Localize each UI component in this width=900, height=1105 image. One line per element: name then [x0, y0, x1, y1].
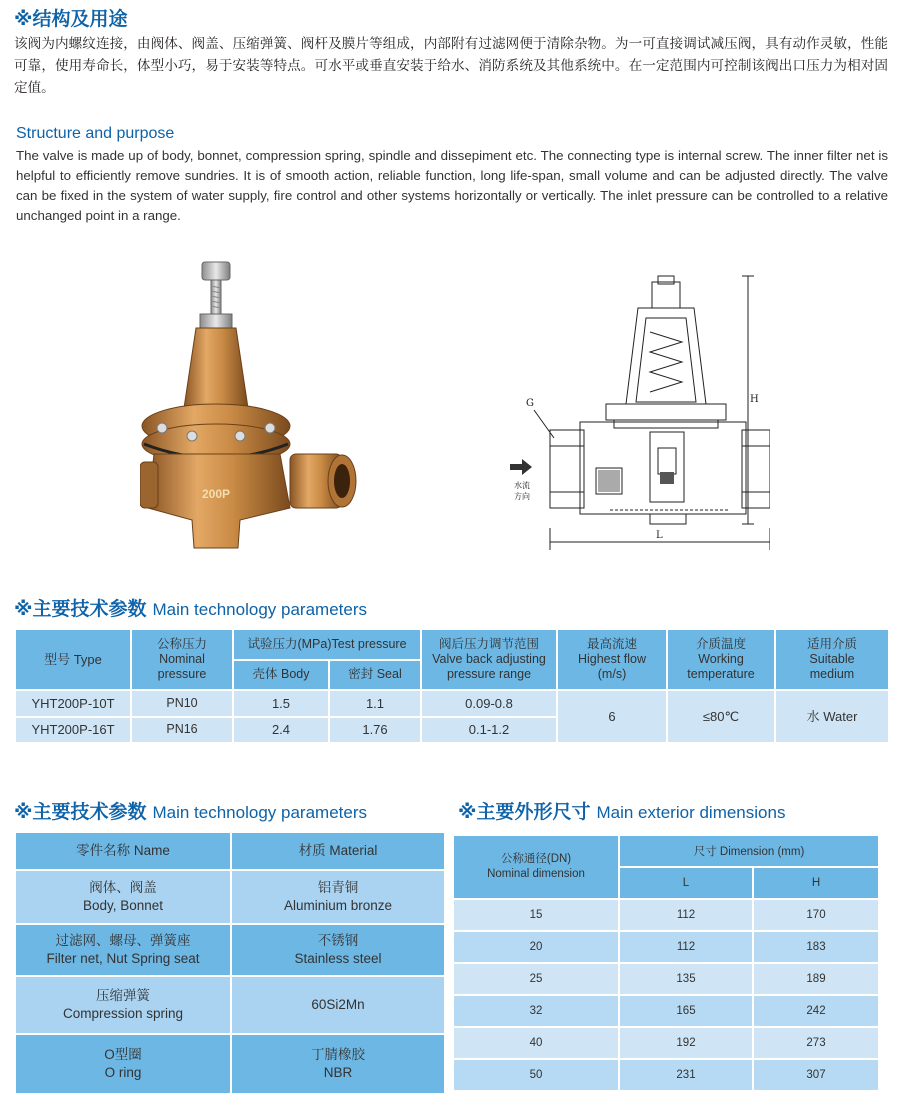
header-h: H	[753, 867, 879, 899]
temperature-value: ≤80℃	[667, 690, 775, 743]
section-title-dimensions	[458, 797, 785, 824]
header-dimension: 尺寸 Dimension (mm)	[619, 835, 879, 867]
header-l: L	[619, 867, 753, 899]
flow-label-1: 水流	[514, 481, 530, 490]
table-row: O型圈 O ring 丁腈橡胶 NBR	[15, 1034, 445, 1094]
table-row: 32 165 242	[453, 995, 879, 1027]
header-test-pressure: 试验压力(MPa)Test pressure	[233, 629, 421, 660]
header-adjust-range: 阀后压力调节范围 Valve back adjusting pressure range	[421, 629, 557, 690]
table-row: 20 112 183	[453, 931, 879, 963]
description-cn: 该阀为内螺纹连接，由阀体、阀盖、压缩弹簧、阀杆及膜片等组成，内部附有过滤网便于清除杂物。为一可直接调试减压阀，具有动作灵敏，性能可靠，使用寿命长，体型小巧，易于安装等特点。可水平或垂直安装于给水、消防系统及其他系统中。在一定范围内可控制该阀出口压力为相对固定值。	[14, 36, 888, 96]
dimensions-title-en: Main exterior dimensions	[596, 803, 786, 822]
header-material: 材质 Material	[231, 832, 445, 870]
materials-title-en: Main technology parameters	[152, 803, 367, 822]
header-type: 型号 Type	[15, 629, 131, 690]
header-body: 壳体 Body	[233, 660, 329, 691]
table-row: 过滤网、螺母、弹簧座 Filter net, Nut Spring seat 不锈钢 Stainless steel	[15, 924, 445, 976]
medium-value: 水 Water	[775, 690, 889, 743]
params-title-cn: ※主要技术参数	[14, 598, 147, 620]
table-row: 压缩弹簧 Compression spring 60Si2Mn	[15, 976, 445, 1034]
table-row: 25 135 189	[453, 963, 879, 995]
header-flow: 最高流速 Highest flow (m/s)	[557, 629, 667, 690]
valve-photo	[140, 258, 360, 556]
params-table	[14, 628, 890, 744]
description-en: The valve is made up of body, bonnet, compression spring, spindle and dissepiment etc. The connecting type is internal screw. The inner filter net is helpful to efficiently remove sundries. It is of smooth action, reliable function, long life-span, small volume and can be adjusted directly. The valve can be fixed in the system of water supply, fire control and other systems horizontally or vertically. The inlet pressure can be controlled to a relative unchanged point in a range.	[16, 148, 888, 223]
header-temperature: 介质温度 Working temperature	[667, 629, 775, 690]
body-mark: 200P	[202, 487, 231, 501]
materials-table	[14, 831, 446, 1095]
header-nominal-dimension: 公称通径(DN) Nominal dimension	[453, 835, 619, 899]
table-row: YHT200P-16T PN16 2.4 1.76 0.1-1.2	[15, 717, 889, 743]
header-part-name: 零件名称 Name	[15, 832, 231, 870]
params-title-en: Main technology parameters	[152, 600, 367, 619]
table-row: 50 231 307	[453, 1059, 879, 1091]
table-row: 40 192 273	[453, 1027, 879, 1059]
flow-label-2: 方向	[514, 492, 530, 501]
label-h: H	[750, 394, 759, 405]
section-title-params	[14, 594, 367, 621]
flow-value: 6	[557, 690, 667, 743]
label-l: L	[656, 530, 663, 541]
header-seal: 密封 Seal	[329, 660, 421, 691]
table-row: 15 112 170	[453, 899, 879, 931]
table-row: YHT200P-10T PN10 1.5 1.1 0.09-0.8 6 ≤80℃ 水 Water	[15, 690, 889, 716]
table-row: 阀体、阀盖 Body, Bonnet 铝青铜 Aluminium bronze	[15, 870, 445, 924]
dimensions-title-cn: ※主要外形尺寸	[458, 801, 591, 823]
header-nominal: 公称压力 Nominal pressure	[131, 629, 233, 690]
section-title-materials	[14, 797, 367, 824]
dimensions-table	[452, 834, 880, 1092]
materials-title-cn: ※主要技术参数	[14, 801, 147, 823]
label-g: G	[526, 398, 534, 409]
section-title-structure-en: Structure and purpose	[16, 125, 175, 142]
section-drawing	[510, 272, 770, 562]
section-title-structure-cn: ※结构及用途	[14, 8, 128, 30]
header-medium: 适用介质 Suitable medium	[775, 629, 889, 690]
